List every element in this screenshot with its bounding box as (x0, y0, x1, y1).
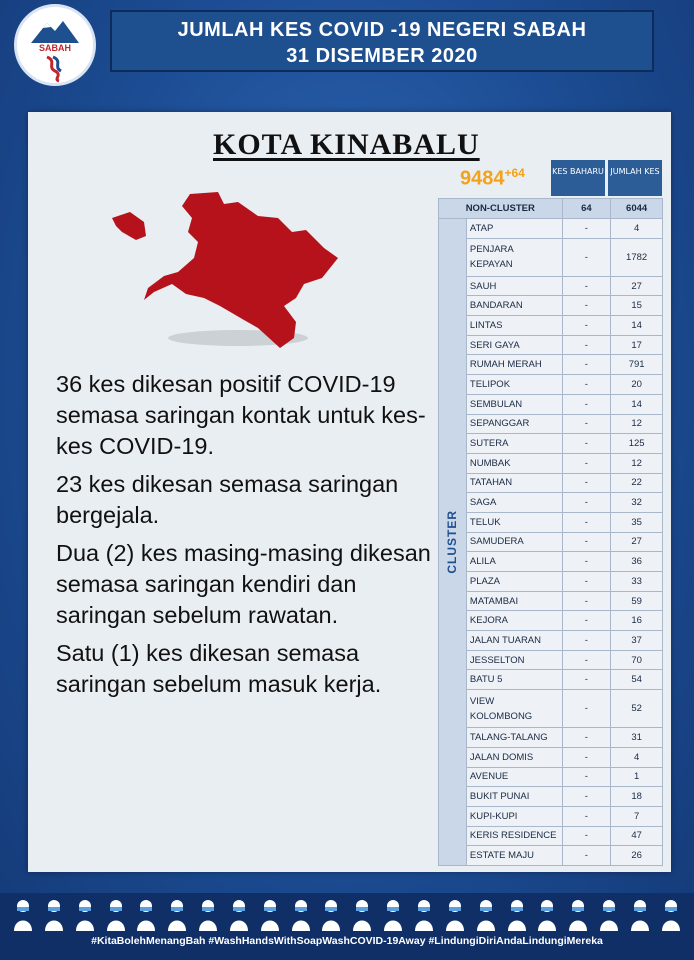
cluster-total: 27 (611, 532, 663, 552)
cluster-name: KERIS RESIDENCE (466, 826, 562, 846)
table-row (439, 414, 663, 434)
person-icon (228, 897, 250, 931)
non-cluster-total: 6044 (611, 199, 663, 219)
table-row (439, 690, 663, 728)
cluster-name: SEPANGGAR (466, 414, 562, 434)
cluster-total: 12 (611, 453, 663, 473)
cluster-name: JALAN DOMIS (466, 747, 562, 767)
cluster-new: - (562, 453, 611, 473)
table-row (439, 611, 663, 631)
cluster-column (439, 219, 467, 866)
cluster-total: 20 (611, 375, 663, 395)
table-row (439, 591, 663, 611)
case-table (438, 198, 663, 866)
cluster-total: 36 (611, 552, 663, 572)
title-line-1: JUMLAH KES COVID -19 NEGERI SABAH (177, 19, 587, 41)
cluster-total: 7 (611, 806, 663, 826)
table-row (439, 355, 663, 375)
cluster-total: 18 (611, 787, 663, 807)
table-row (439, 473, 663, 493)
header-total-cases: JUMLAH KES (608, 160, 662, 196)
table-row (439, 335, 663, 355)
cluster-new: - (562, 375, 611, 395)
cluster-name: PLAZA (466, 572, 562, 592)
cluster-name: BANDARAN (466, 296, 562, 316)
table-row (439, 434, 663, 454)
cluster-new: - (562, 473, 611, 493)
cluster-name: MATAMBAI (466, 591, 562, 611)
table-row (439, 846, 663, 866)
paragraph: 36 kes dikesan positif COVID-19 semasa saringan kontak untuk kes-kes COVID-19. (56, 371, 426, 459)
cluster-name: RUMAH MERAH (466, 355, 562, 375)
cluster-name: KEJORA (466, 611, 562, 631)
person-icon (413, 897, 435, 931)
cluster-new: - (562, 394, 611, 414)
person-icon (444, 897, 466, 931)
hashtags: #KitaBolehMenangBah #WashHandsWithSoapWashCOVID-19Away #LindungiDiriAndaLindungiMereka (91, 935, 603, 947)
cluster-new: - (562, 335, 611, 355)
table-row (439, 375, 663, 395)
cluster-new: - (562, 787, 611, 807)
person-icon (166, 897, 188, 931)
person-icon (12, 897, 34, 931)
cluster-name: NUMBAK (466, 453, 562, 473)
cluster-name: SEMBULAN (466, 394, 562, 414)
cluster-name: BUKIT PUNAI (466, 787, 562, 807)
table-row (439, 296, 663, 316)
cluster-new: - (562, 591, 611, 611)
cluster-new: - (562, 631, 611, 651)
table-row (439, 747, 663, 767)
person-icon (536, 897, 558, 931)
table-row (439, 316, 663, 336)
cluster-name: LINTAS (466, 316, 562, 336)
table-row (439, 453, 663, 473)
person-icon (660, 897, 682, 931)
cluster-new: - (562, 532, 611, 552)
cluster-total: 54 (611, 670, 663, 690)
cluster-name: JESSELTON (466, 650, 562, 670)
cluster-new: - (562, 611, 611, 631)
cluster-name: VIEW KOLOMBONG (466, 690, 562, 728)
cluster-new: - (562, 355, 611, 375)
cluster-total: 4 (611, 219, 663, 239)
footer-bar (0, 893, 694, 960)
cluster-name: ALILA (466, 552, 562, 572)
table-row (439, 631, 663, 651)
sabah-logo (14, 4, 96, 86)
table-row (439, 670, 663, 690)
cluster-total: 14 (611, 394, 663, 414)
cluster-new: - (562, 670, 611, 690)
cluster-total: 16 (611, 611, 663, 631)
cluster-new: - (562, 414, 611, 434)
cluster-new: - (562, 296, 611, 316)
person-icon (598, 897, 620, 931)
table-row (439, 572, 663, 592)
person-icon (197, 897, 219, 931)
cluster-new: - (562, 826, 611, 846)
cluster-name: TATAHAN (466, 473, 562, 493)
cluster-new: - (562, 493, 611, 513)
cluster-new: - (562, 690, 611, 728)
person-icon (105, 897, 127, 931)
non-cluster-label: NON-CLUSTER (439, 199, 563, 219)
cluster-new: - (562, 434, 611, 454)
cluster-name: TALANG-TALANG (466, 728, 562, 748)
table-row (439, 394, 663, 414)
table-row-non-cluster (439, 199, 663, 219)
cluster-total: 59 (611, 591, 663, 611)
cluster-total: 35 (611, 512, 663, 532)
cluster-total: 31 (611, 728, 663, 748)
person-icon (320, 897, 342, 931)
cluster-name: ESTATE MAJU (466, 846, 562, 866)
cluster-name: PENJARA KEPAYAN (466, 238, 562, 276)
total-cases (460, 166, 525, 191)
total-value: 9484 (460, 167, 505, 190)
cluster-total: 17 (611, 335, 663, 355)
person-icon (290, 897, 312, 931)
frontliner-icons (12, 897, 682, 933)
logo-text: SABAH (38, 43, 71, 53)
cluster-total: 4 (611, 747, 663, 767)
table-row (439, 276, 663, 296)
summary-text (56, 369, 446, 707)
table-row (439, 493, 663, 513)
paragraph: Dua (2) kes masing-masing dikesan semasa saringan kendiri dan saringan sebelum rawatan. (56, 540, 431, 628)
district-title: KOTA KINABALU (213, 128, 480, 161)
cluster-new: - (562, 238, 611, 276)
cluster-name: SAUH (466, 276, 562, 296)
total-new: +64 (504, 166, 525, 180)
table-row (439, 238, 663, 276)
table-row (439, 650, 663, 670)
cluster-label: CLUSTER (445, 510, 460, 574)
content-panel (28, 112, 671, 872)
paragraph: Satu (1) kes dikesan semasa saringan sebelum masuk kerja. (56, 640, 382, 697)
table-row (439, 219, 663, 239)
cluster-total: 27 (611, 276, 663, 296)
cluster-total: 125 (611, 434, 663, 454)
cluster-total: 12 (611, 414, 663, 434)
district-map (108, 188, 348, 358)
person-icon (43, 897, 65, 931)
cluster-total: 33 (611, 572, 663, 592)
table-row (439, 512, 663, 532)
cluster-total: 15 (611, 296, 663, 316)
cluster-name: SERI GAYA (466, 335, 562, 355)
cluster-name: SUTERA (466, 434, 562, 454)
table-row (439, 552, 663, 572)
cluster-new: - (562, 572, 611, 592)
person-icon (506, 897, 528, 931)
cluster-new: - (562, 650, 611, 670)
cluster-name: ATAP (466, 219, 562, 239)
cluster-new: - (562, 728, 611, 748)
cluster-name: TELUK (466, 512, 562, 532)
table-row (439, 532, 663, 552)
cluster-name: KUPI-KUPI (466, 806, 562, 826)
cluster-total: 47 (611, 826, 663, 846)
cluster-name: SAGA (466, 493, 562, 513)
cluster-new: - (562, 276, 611, 296)
cluster-new: - (562, 747, 611, 767)
cluster-name: JALAN TUARAN (466, 631, 562, 651)
table-row (439, 806, 663, 826)
person-icon (382, 897, 404, 931)
header-new-cases: KES BAHARU (551, 160, 605, 196)
cluster-new: - (562, 512, 611, 532)
cluster-new: - (562, 219, 611, 239)
cluster-new: - (562, 806, 611, 826)
person-icon (351, 897, 373, 931)
paragraph: 23 kes dikesan semasa saringan bergejala. (56, 471, 399, 528)
table-row (439, 767, 663, 787)
table-row (439, 728, 663, 748)
cluster-total: 37 (611, 631, 663, 651)
cluster-new: - (562, 316, 611, 336)
cluster-name: SAMUDERA (466, 532, 562, 552)
page-title (110, 10, 654, 72)
cluster-new: - (562, 552, 611, 572)
cluster-name: AVENUE (466, 767, 562, 787)
cluster-total: 1782 (611, 238, 663, 276)
cluster-total: 70 (611, 650, 663, 670)
cluster-total: 1 (611, 767, 663, 787)
cluster-new: - (562, 846, 611, 866)
cluster-total: 32 (611, 493, 663, 513)
person-icon (259, 897, 281, 931)
swoosh-icon (17, 53, 93, 83)
cluster-total: 52 (611, 690, 663, 728)
cluster-total: 791 (611, 355, 663, 375)
non-cluster-new: 64 (562, 199, 611, 219)
person-icon (567, 897, 589, 931)
table-row (439, 787, 663, 807)
cluster-name: BATU 5 (466, 670, 562, 690)
person-icon (475, 897, 497, 931)
cluster-new: - (562, 767, 611, 787)
person-icon (629, 897, 651, 931)
cluster-total: 26 (611, 846, 663, 866)
cluster-name: TELIPOK (466, 375, 562, 395)
cluster-total: 14 (611, 316, 663, 336)
person-icon (135, 897, 157, 931)
person-icon (74, 897, 96, 931)
cluster-total: 22 (611, 473, 663, 493)
table-row (439, 826, 663, 846)
title-line-2: 31 DISEMBER 2020 (286, 45, 478, 67)
